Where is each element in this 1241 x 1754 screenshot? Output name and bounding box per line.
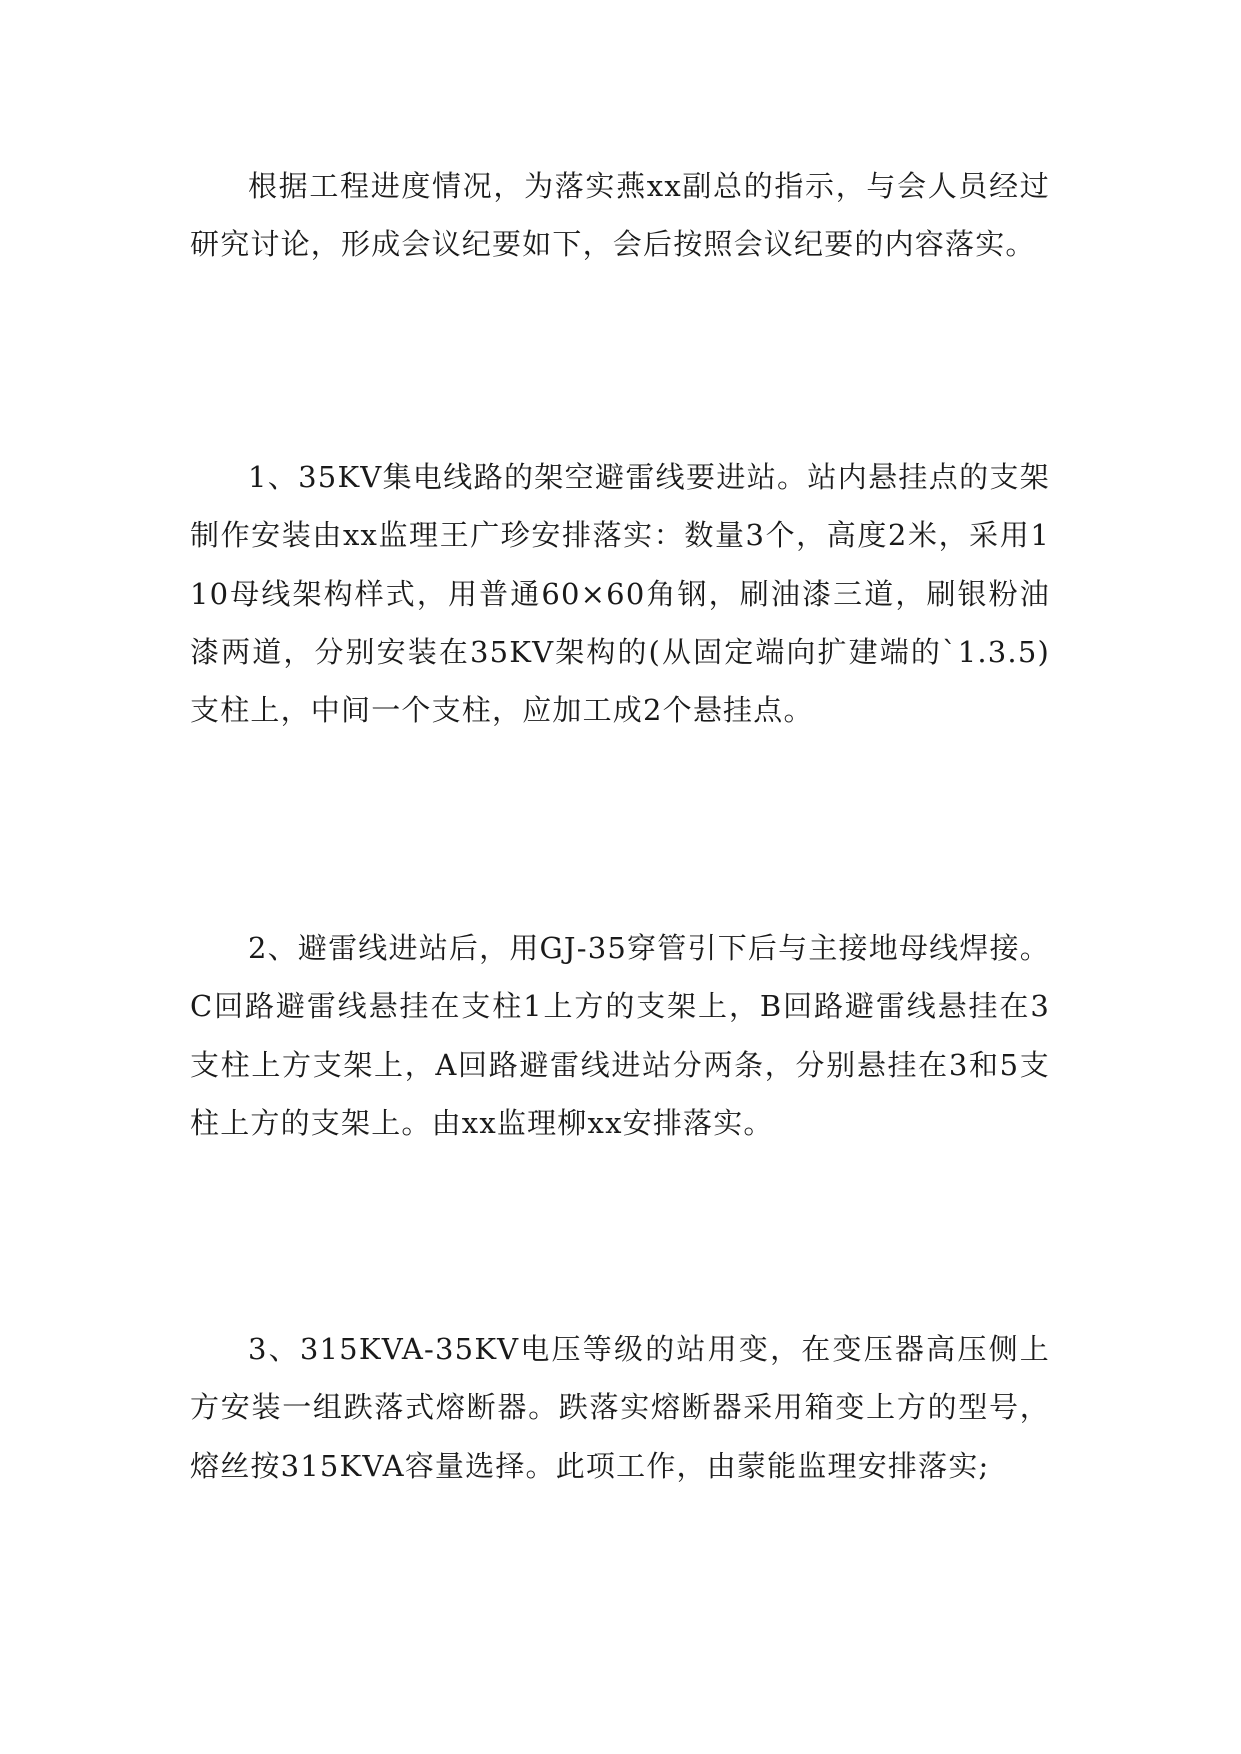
item-1-paragraph: 1、35KV集电线路的架空避雷线要进站。站内悬挂点的支架制作安装由xx监理王广珍安排落实：数量3个，高度2米，采用110母线架构样式，用普通60×60角钢，刷油漆三道，刷银粉油漆两道，分别安装在35KV架构的(从固定端向扩建端的`1.3.5)支柱上，中间一个支柱，应加工成2个悬挂点。	[190, 460, 1050, 728]
item-3-paragraph: 3、315KVA-35KV电压等级的站用变，在变压器高压侧上方安装一组跌落式熔断器。跌落实熔断器采用箱变上方的型号，熔丝按315KVA容量选择。此项工作，由蒙能监理安排落实;	[190, 1332, 1050, 1483]
intro-paragraph: 根据工程进度情况，为落实燕xx副总的指示，与会人员经过研究讨论，形成会议纪要如下，会后按照会议纪要的内容落实。	[190, 169, 1050, 262]
item-2-paragraph: 2、避雷线进站后，用GJ-35穿管引下后与主接地母线焊接。C回路避雷线悬挂在支柱1上方的支架上，B回路避雷线悬挂在3支柱上方支架上，A回路避雷线进站分两条，分别悬挂在3和5支柱上方的支架上。由xx监理柳xx安排落实。	[190, 931, 1050, 1140]
